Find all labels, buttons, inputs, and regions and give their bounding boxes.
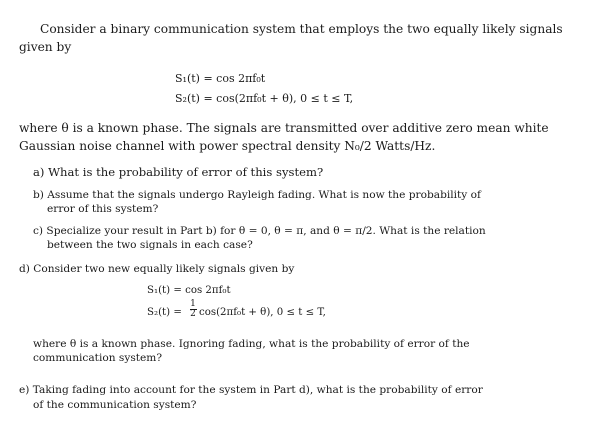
question-b-line-1: b) Assume that the signals undergo Rayleigh fading. What is now the probability of xyxy=(33,189,481,201)
fraction-denominator: 2 xyxy=(190,309,196,319)
signal-s2-equation: S₂(t) = cos(2πf₀t + θ), 0 ≤ t ≤ T, xyxy=(175,92,354,105)
question-a: a) What is the probability of error of this system? xyxy=(33,165,324,179)
question-d-where-line-2: communication system? xyxy=(33,352,163,364)
fraction-numerator: 1 xyxy=(190,299,196,309)
question-d-signal-s2-lhs: S₂(t) = xyxy=(147,307,182,318)
signal-s1-equation: S₁(t) = cos 2πf₀t xyxy=(175,72,266,85)
question-e-line-1: e) Taking fading into account for the system in Part d), what is the probability of error xyxy=(19,384,483,396)
question-d-where-line-1: where θ is a known phase. Ignoring fading, what is the probability of error of the xyxy=(33,338,470,350)
channel-description-line-1: where θ is a known phase. The signals are transmitted over additive zero mean white xyxy=(19,121,549,135)
question-d-signal-s1: S₁(t) = cos 2πf₀t xyxy=(147,285,231,296)
intro-line-2: given by xyxy=(19,40,72,54)
question-d: d) Consider two new equally likely signals given by xyxy=(19,263,295,275)
question-d-signal-s2-rhs: cos(2πf₀t + θ), 0 ≤ t ≤ T, xyxy=(199,307,326,318)
question-d-fraction-one-half xyxy=(189,300,197,319)
question-b-line-2: error of this system? xyxy=(47,203,159,215)
question-c-line-2: between the two signals in each case? xyxy=(47,239,253,251)
intro-line-1: Consider a binary communication system that employs the two equally likely signals xyxy=(40,22,563,36)
channel-description-line-2: Gaussian noise channel with power spectral density N₀/2 Watts/Hz. xyxy=(19,139,436,153)
question-e-line-2: of the communication system? xyxy=(33,399,197,411)
question-c-line-1: c) Specialize your result in Part b) for θ = 0, θ = π, and θ = π/2. What is the relation xyxy=(33,225,486,237)
